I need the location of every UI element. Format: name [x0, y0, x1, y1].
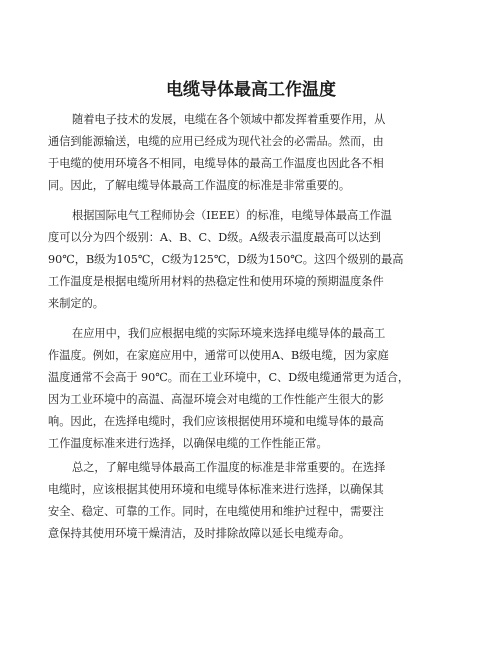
- paragraph-line: 工作温度标准来进行选择，以确保电缆的工作性能正常。: [48, 437, 328, 450]
- paragraph-1: [48, 109, 464, 197]
- document-title: 电缆导体最高工作温度: [166, 80, 336, 100]
- paragraph-line: 同。因此，了解电缆导体最高工作温度的标准是非常重要的。: [48, 179, 351, 192]
- paragraph-line: 响。因此，在选择电缆时，我们应该根据使用环境和电缆导体的最高: [48, 415, 384, 428]
- paragraph-2: [48, 205, 464, 315]
- paragraph-line: 在应用中，我们应根据电缆的实际环境来选择电缆导体的最高工: [72, 327, 386, 340]
- paragraph-line: 安全、稳定、可靠的工作。同时，在电缆使用和维护过程中，需要注: [48, 505, 384, 518]
- paragraph-line: 作温度。例如，在家庭应用中，通常可以使用A、B级电缆，因为家庭: [48, 349, 389, 362]
- paragraph-line: 90℃，B级为105℃，C级为125℃，D级为150℃。这四个级别的最高: [48, 253, 404, 266]
- paragraph-line: 于电缆的使用环境各不相同，电缆导体的最高工作温度也因此各不相: [48, 157, 384, 170]
- paragraph-line: 总之，了解电缆导体最高工作温度的标准是非常重要的。在选择: [72, 461, 386, 474]
- paragraph-line: 因为工业环境中的高温、高湿环境会对电缆的工作性能产生很大的影: [48, 393, 384, 406]
- paragraph-line: 意保持其使用环境干燥清洁，及时排除故障以延长电缆寿命。: [48, 527, 351, 540]
- paragraph-line: 随着电子技术的发展，电缆在各个领域中都发挥着重要作用，从: [72, 113, 386, 126]
- paragraph-3: [48, 323, 464, 455]
- paragraph-line: 度可以分为四个级别：A、B、C、D级。A级表示温度最高可以达到: [48, 231, 381, 244]
- paragraph-line: 温度通常不会高于 90℃。而在工业环境中，C、D级电缆通常更为适合，: [48, 371, 410, 384]
- paragraph-4: [48, 457, 464, 545]
- paragraph-line: 根据国际电气工程师协会（IEEE）的标准，电缆导体最高工作温: [72, 209, 392, 222]
- paragraph-line: 电缆时，应该根据其使用环境和电缆导体标准来进行选择，以确保其: [48, 483, 384, 496]
- paragraph-line: 工作温度是根据电缆所用材料的热稳定性和使用环境的预期温度条件: [48, 275, 384, 288]
- paragraph-line: 来制定的。: [48, 297, 104, 310]
- paragraph-line: 通信到能源输送，电缆的应用已经成为现代社会的必需品。然而，由: [48, 135, 384, 148]
